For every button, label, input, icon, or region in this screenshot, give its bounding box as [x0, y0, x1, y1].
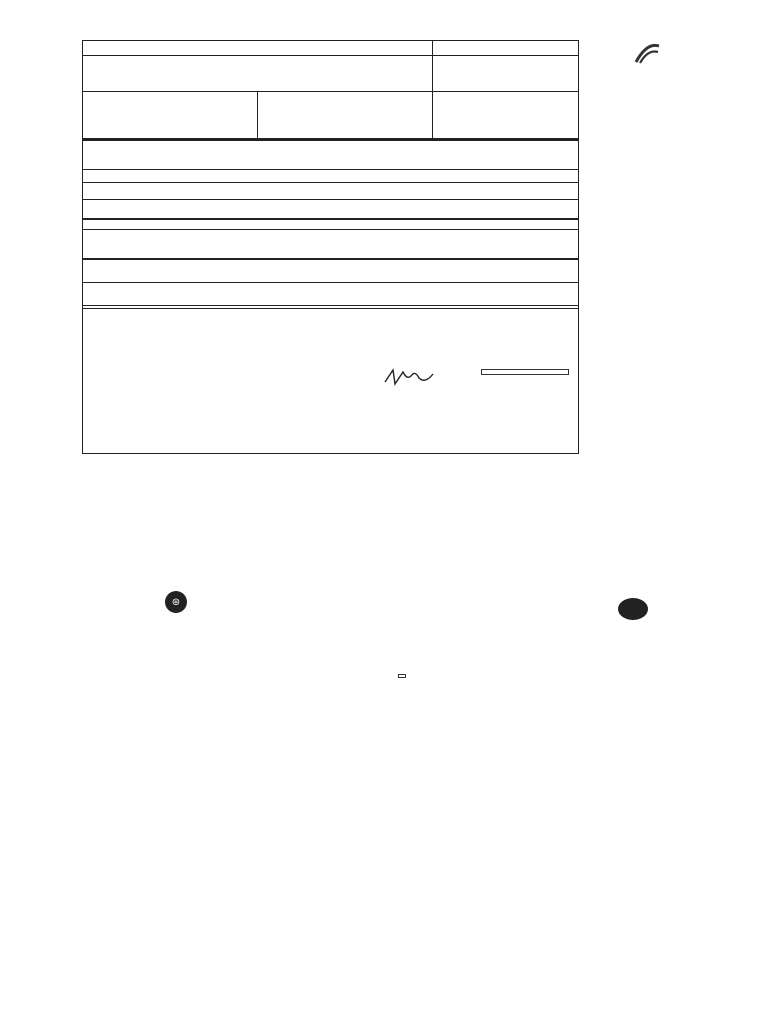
sanas-badge — [481, 369, 569, 375]
mill-seal-icon: ⊛ — [165, 591, 187, 613]
inspection-certificate — [82, 40, 579, 454]
arcelormittal-swoosh-icon — [632, 40, 662, 66]
mech-rows — [83, 230, 578, 259]
mill-logos — [165, 591, 187, 613]
company-stamp — [398, 674, 406, 678]
impact-header-row — [83, 183, 578, 200]
arcelormittal-logo — [612, 40, 682, 69]
ms-logo — [618, 598, 648, 620]
sanas-logo — [481, 369, 569, 375]
signature-image — [381, 366, 441, 388]
metallurgical-header-row — [83, 260, 578, 283]
customer-label — [83, 92, 258, 138]
consignee-label — [258, 92, 433, 138]
mech-header-row — [83, 220, 578, 230]
standard-remarks-label — [83, 309, 578, 313]
chem-actual-row — [83, 141, 578, 170]
metallurgical-rows — [83, 283, 578, 306]
